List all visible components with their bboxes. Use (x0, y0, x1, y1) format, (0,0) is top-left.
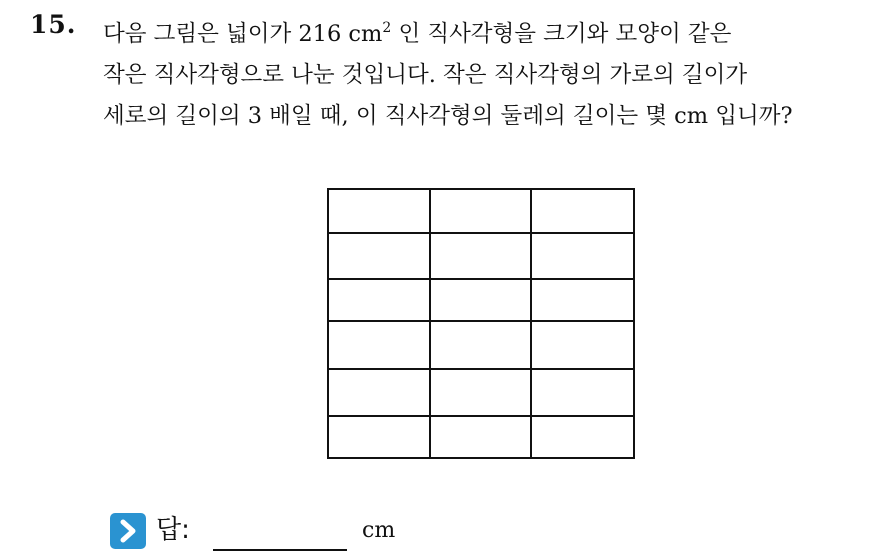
problem-number: 15. (30, 10, 77, 39)
chevron-right-icon (110, 513, 146, 549)
grid-row-divider (329, 232, 633, 234)
answer-unit: cm (362, 518, 396, 543)
problem-line-3: 세로의 길이의 3 배일 때, 이 직사각형의 둘레의 길이는 몇 cm 입니까? (103, 103, 793, 129)
rectangle-grid-figure (327, 188, 635, 459)
answer-label: 답: (156, 515, 190, 545)
answer-blank-line[interactable] (213, 549, 347, 551)
grid-row-divider (329, 415, 633, 417)
problem-line-2: 작은 직사각형으로 나눈 것입니다. 작은 직사각형의 가로의 길이가 (103, 62, 748, 88)
problem-line-1-main: 다음 그림은 넓이가 216 cm (103, 21, 383, 47)
problem-line-1 (103, 8, 873, 55)
grid-row-divider (329, 368, 633, 370)
problem-line-1-rest: 인 직사각형을 크기와 모양이 같은 (391, 21, 732, 47)
problem-text (103, 8, 873, 137)
grid-row-divider (329, 320, 633, 322)
grid-row-divider (329, 278, 633, 280)
superscript-2: 2 (382, 20, 392, 36)
